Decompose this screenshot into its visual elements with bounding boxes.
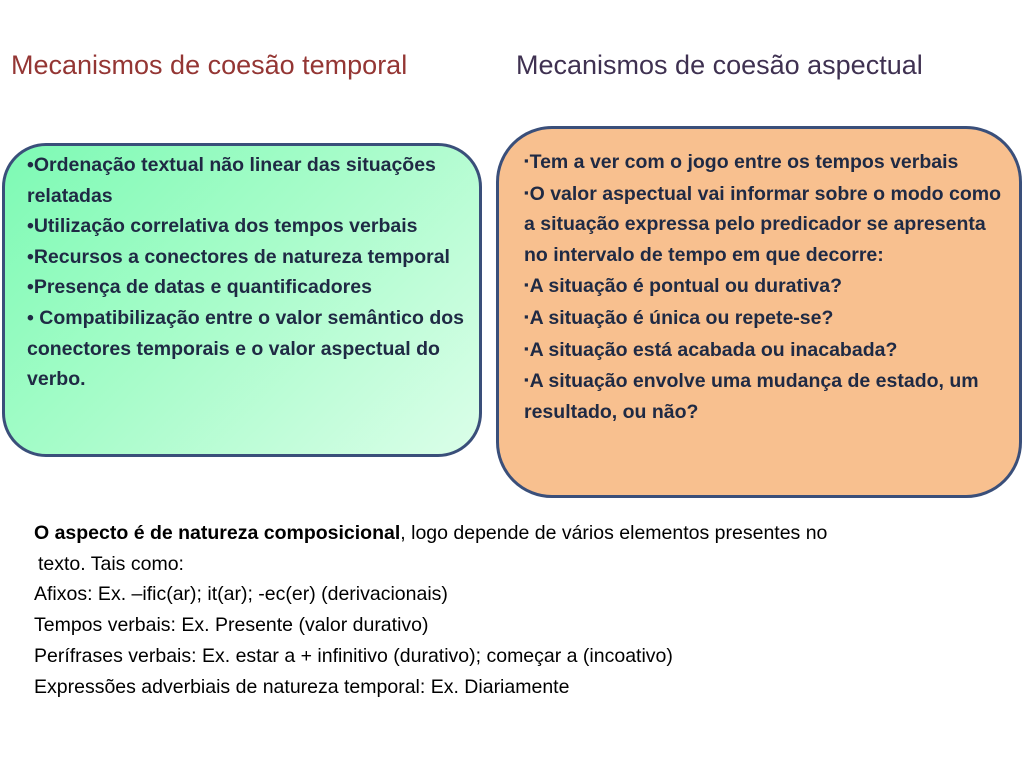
intro-rest-text: , logo depende de vários elementos presentes no	[400, 522, 828, 544]
example-line: Tempos verbais: Ex. Presente (valor durativo)	[34, 614, 429, 637]
temporal-cohesion-title: Mecanismos de coesão temporal	[11, 50, 408, 80]
aspectual-cohesion-title: Mecanismos de coesão aspectual	[516, 50, 923, 80]
list-item: • Presença de datas e quantificadores	[27, 272, 469, 303]
aspectual-cohesion-box	[496, 126, 1022, 498]
intro-line	[34, 518, 994, 549]
list-item: • Utilização correlativa dos tempos verbais	[27, 211, 469, 242]
temporal-cohesion-box	[2, 143, 482, 457]
list-item: • Ordenação textual não linear das situações relatadas	[27, 150, 469, 211]
aspectual-cohesion-list	[524, 146, 1005, 427]
example-line: Afixos: Ex. –ific(ar); it(ar); -ec(er) (derivacionais)	[34, 583, 448, 606]
aspect-composition-text	[34, 518, 994, 702]
list-item: • Recursos a conectores de natureza temporal	[27, 242, 469, 273]
temporal-cohesion-list	[27, 150, 469, 395]
intro-bold-text: O aspecto é de natureza composicional	[34, 522, 401, 544]
example-line: Perífrases verbais: Ex. estar a + infinitivo (durativo); começar a (incoativo)	[34, 644, 673, 667]
intro-line-2: texto. Tais como:	[38, 552, 184, 575]
list-item: ▪ A situação é única ou repete-se?	[524, 302, 1005, 334]
list-item: ▪ Tem a ver com o jogo entre os tempos verbais	[524, 146, 1005, 178]
list-item: • Compatibilização entre o valor semântico dos conectores temporais e o valor aspectual do verbo.	[27, 303, 469, 395]
list-item: ▪ A situação envolve uma mudança de estado, um resultado, ou não?	[524, 365, 1005, 427]
list-item: ▪ A situação está acabada ou inacabada?	[524, 334, 1005, 366]
list-item: ▪ A situação é pontual ou durativa?	[524, 270, 1005, 302]
example-line: Expressões adverbiais de natureza temporal: Ex. Diariamente	[34, 675, 570, 698]
list-item: ▪ O valor aspectual vai informar sobre o modo como a situação expressa pelo predicador se apresenta no intervalo de tempo em que decorre:	[524, 178, 1005, 271]
